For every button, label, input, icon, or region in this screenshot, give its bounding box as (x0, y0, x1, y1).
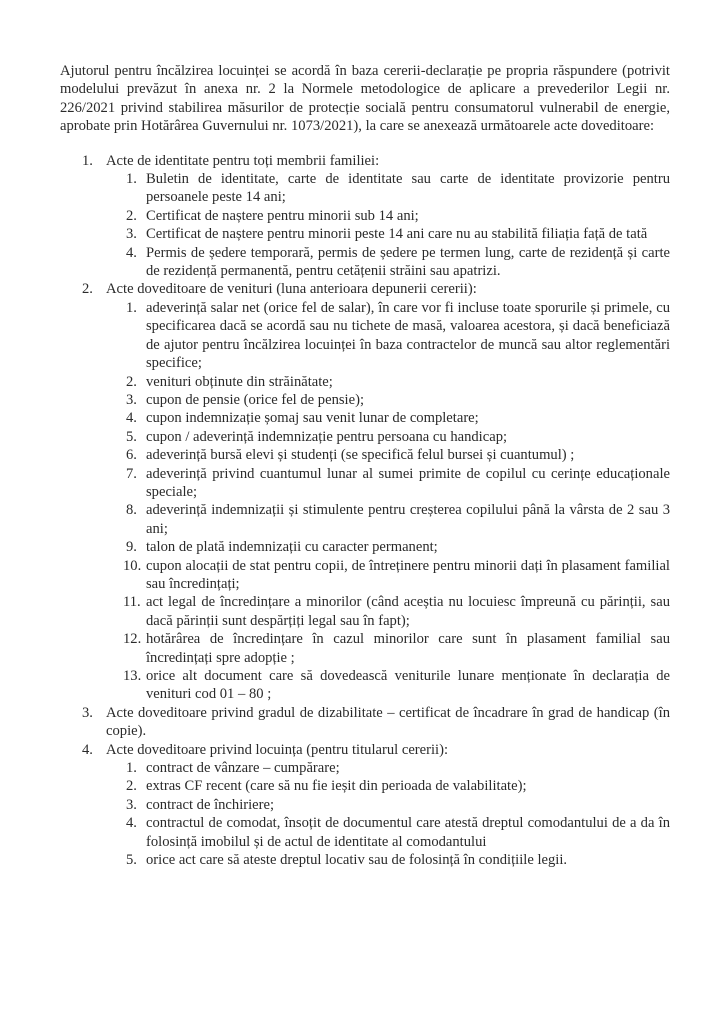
item-text: extras CF recent (care să nu fie ieșit din perioada de valabilitate); (146, 778, 527, 795)
item-text: cupon / adeverință indemnizație pentru persoana cu handicap; (146, 428, 508, 445)
list-item (106, 225, 670, 243)
list-item (106, 299, 670, 373)
document-page (60, 62, 670, 869)
item-number: 8. (126, 502, 137, 519)
item-number: 2. (126, 778, 137, 795)
section-items (106, 299, 670, 704)
item-text: contractul de comodat, însoțit de documentul care atestă dreptul comodantului de a da în folosință imobilul și de actul de identitate al comodantului (146, 815, 670, 850)
list-item (106, 373, 670, 391)
item-number: 5. (126, 852, 137, 869)
item-number: 9. (126, 539, 137, 556)
item-text: venituri obținute din străinătate; (146, 373, 333, 390)
item-number: 12. (123, 631, 142, 648)
section-2 (60, 280, 670, 703)
list-item (106, 814, 670, 851)
section-number: 4. (82, 741, 93, 758)
requirements-list (60, 152, 670, 870)
item-text: hotărârea de încredințare în cazul minorilor care sunt în plasament familial sau încredințați spre adopție ; (146, 631, 670, 666)
item-number: 3. (126, 391, 137, 408)
item-text: adeverință bursă elevi și studenți (se specifică felul bursei și cuantumul) ; (146, 447, 575, 464)
item-text: act legal de încredințare a minorilor (când aceștia nu locuiesc împreună cu părinții, sau dacă părinții sunt despărțiți legal sau în fapt); (146, 594, 670, 629)
item-text: contract de închiriere; (146, 796, 275, 813)
section-number: 3. (82, 704, 93, 721)
list-item (106, 170, 670, 207)
list-item (106, 593, 670, 630)
section-number: 1. (82, 152, 93, 169)
item-text: talon de plată indemnizații cu caracter permanent; (146, 539, 438, 556)
item-text: contract de vânzare – cumpărare; (146, 760, 340, 777)
item-text: Buletin de identitate, carte de identitate sau carte de identitate provizorie pentru persoanele peste 14 ani; (146, 171, 670, 206)
list-item (106, 630, 670, 667)
item-number: 11. (123, 594, 141, 611)
item-number: 3. (126, 226, 137, 243)
list-item (106, 409, 670, 427)
list-item (106, 428, 670, 446)
item-number: 1. (126, 171, 137, 188)
item-text: cupon indemnizație șomaj sau venit lunar de completare; (146, 410, 479, 427)
intro-paragraph: Ajutorul pentru încălzirea locuinței se acordă în baza cererii-declarație pe propria răspundere (potrivit modelului prevăzut în anexa nr. 2 la Normele metodologice de aplicare a prevederilor Legii nr. 226/2021 privind stabilirea măsurilor de protecție socială pentru consumatorul vulnerabil de energie, aprobate prin Hotărârea Guvernului nr. 1073/2021), la care se anexează următoarele acte doveditoare: (60, 63, 670, 135)
item-text: Certificat de naștere pentru minorii peste 14 ani care nu au stabilită filiația față de tată (146, 226, 648, 243)
section-title: Acte doveditoare privind locuința (pentru titularul cererii): (106, 741, 449, 758)
item-number: 4. (126, 815, 137, 832)
item-number: 3. (126, 796, 137, 813)
list-item (106, 777, 670, 795)
item-text: orice alt document care să dovedească veniturile lunare menționate în declarația de venituri cod 01 – 80 ; (146, 668, 670, 703)
list-item (106, 851, 670, 869)
list-item (106, 759, 670, 777)
item-text: Permis de ședere temporară, permis de ședere pe termen lung, carte de rezidență și carte de rezidență permanentă, pentru cetățenii străini sau apatrizi. (146, 244, 670, 280)
section-number: 2. (82, 281, 93, 298)
list-item (106, 667, 670, 704)
list-item (106, 446, 670, 464)
item-number: 2. (126, 207, 137, 224)
list-item (106, 391, 670, 409)
section-1 (60, 152, 670, 281)
item-text: adeverință privind cuantumul lunar al sumei primite de copilul cu cerințe educaționale speciale; (146, 465, 670, 500)
list-item (106, 207, 670, 225)
section-4 (60, 741, 670, 870)
list-item (106, 465, 670, 502)
list-item (106, 557, 670, 594)
list-item (106, 501, 670, 538)
item-number: 4. (126, 244, 137, 261)
section-3 (60, 704, 670, 741)
item-number: 2. (126, 373, 137, 390)
item-text: orice act care să ateste dreptul locativ sau de folosință în condițiile legii. (146, 852, 568, 869)
item-number: 10. (123, 557, 142, 574)
item-number: 6. (126, 447, 137, 464)
item-number: 7. (126, 465, 137, 482)
item-text: cupon de pensie (orice fel de pensie); (146, 391, 365, 408)
item-number: 1. (126, 299, 137, 316)
list-item (106, 244, 670, 281)
section-title: Acte doveditoare de venituri (luna anterioara depunerii cererii): (106, 281, 477, 298)
section-title: Acte doveditoare privind gradul de dizabilitate – certificat de încadrare în grad de handicap (în copie). (106, 704, 670, 740)
item-text: Certificat de naștere pentru minorii sub 14 ani; (146, 207, 419, 224)
section-items (106, 759, 670, 869)
section-items (106, 170, 670, 280)
item-number: 13. (123, 668, 142, 684)
item-text: cupon alocații de stat pentru copii, de întreținere pentru minorii dați în plasament familial sau încredințați; (146, 557, 670, 592)
item-text: adeverință indemnizații și stimulente pentru creșterea copilului până la vârsta de 2 sau 3 ani; (146, 502, 670, 537)
list-item (106, 796, 670, 814)
list-item (106, 538, 670, 556)
section-title: Acte de identitate pentru toți membrii familiei: (106, 152, 380, 169)
item-number: 5. (126, 428, 137, 445)
item-number: 4. (126, 410, 137, 427)
item-number: 1. (126, 760, 137, 777)
item-text: adeverință salar net (orice fel de salar), în care vor fi incluse toate sporurile și primele, cu specificarea dacă se acordă sau nu tichete de masă, valoarea acestora, și dacă beneficiază de ajutor pentru încălzirea locuinței în baza contractelor de muncă sau altor reglementări specifice; (146, 299, 670, 372)
